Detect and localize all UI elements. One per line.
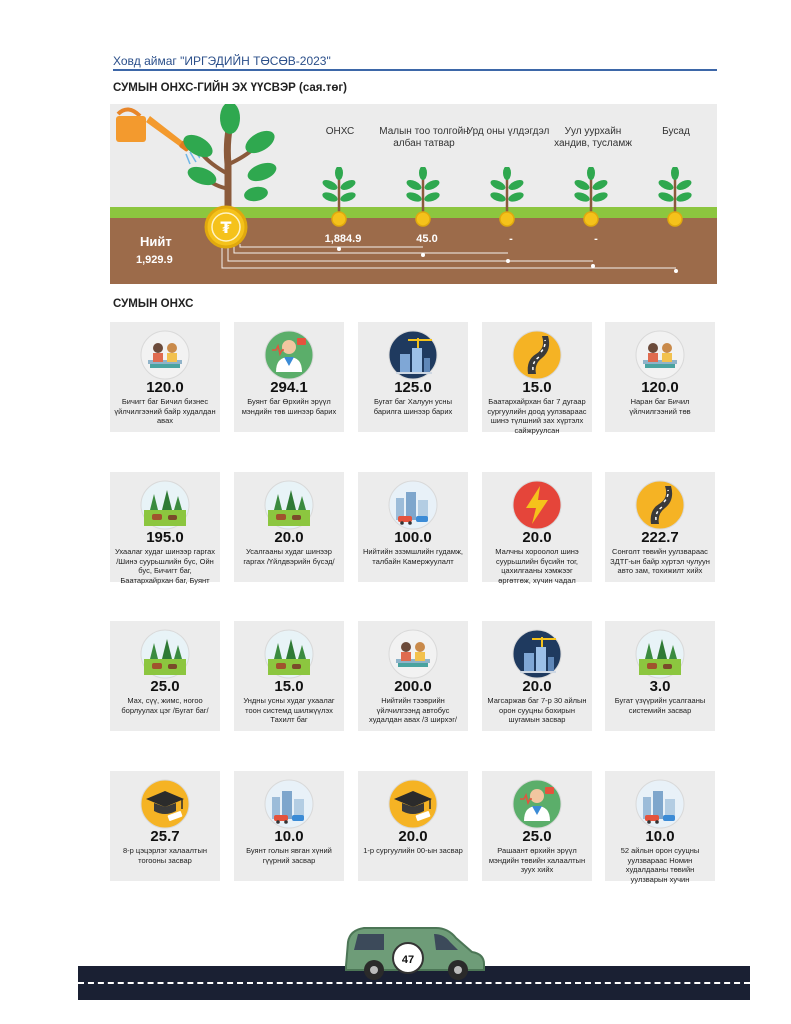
project-amount: 100.0 xyxy=(394,529,432,546)
project-description: Рашаант өрхийн эрүүл мэндийн төвийн халаалтын зуух хийх xyxy=(488,846,586,874)
svg-text:₮: ₮ xyxy=(220,218,232,237)
project-card xyxy=(234,771,344,881)
graduation-icon xyxy=(388,779,438,829)
project-description: Мах, сүү, жимс, ногоо борлуулах цэг /Бугат баг/ xyxy=(121,696,209,715)
pasture-icon xyxy=(264,480,314,530)
project-description: Магсаржав баг 7-р 30 айлын орон сууцны бохирын шугамын засвар xyxy=(487,696,587,724)
building-crane-icon xyxy=(388,330,438,380)
project-card xyxy=(110,771,220,881)
project-card xyxy=(358,771,468,881)
project-amount: 222.7 xyxy=(641,529,679,546)
project-amount: 3.0 xyxy=(649,678,671,695)
project-amount: 20.0 xyxy=(274,529,304,546)
project-description: Буянт баг Өрхийн эрүүл мэндийн төв шинээр барих xyxy=(241,397,337,416)
project-card xyxy=(234,322,344,432)
project-amount: 10.0 xyxy=(645,828,675,845)
source-label: Бусад xyxy=(662,126,690,137)
project-card xyxy=(605,472,715,582)
project-amount: 200.0 xyxy=(394,678,432,695)
road-icon xyxy=(635,480,685,530)
sources-title: СУМЫН ОНХС-ГИЙН ЭХ ҮҮСВЭР (сая.төг) xyxy=(113,82,347,94)
project-card xyxy=(605,322,715,432)
project-amount: 20.0 xyxy=(398,828,428,845)
source-value: 45.0 xyxy=(416,233,438,245)
project-card xyxy=(358,621,468,731)
road-dash xyxy=(78,982,750,984)
sprout-icon xyxy=(406,167,440,227)
project-description: Буянт голын явган хүний гүүрний засвар xyxy=(246,846,332,865)
project-amount: 25.0 xyxy=(150,678,180,695)
project-description: Нийтийн эзэмшлийн гудамж, талбайн Камержуулалт xyxy=(362,547,464,566)
project-amount: 25.0 xyxy=(522,828,552,845)
sprout-icon xyxy=(490,167,524,227)
project-description: Малчны хороолол шинэ суурьшлийн бүсийн тог, цахилгааны хэмжээг өргөтгөж, хүчин чадал xyxy=(495,547,579,585)
city-icon xyxy=(264,779,314,829)
header-title: Ховд аймаг "ИРГЭДИЙН ТӨСӨВ-2023" xyxy=(113,54,331,68)
project-amount: 25.7 xyxy=(150,828,180,845)
project-amount: 10.0 xyxy=(274,828,304,845)
project-amount: 125.0 xyxy=(394,379,432,396)
project-amount: 15.0 xyxy=(274,678,304,695)
project-card xyxy=(110,621,220,731)
project-amount: 15.0 xyxy=(522,379,552,396)
source-label: Малын тоо толгойн албан татвар xyxy=(379,126,469,149)
pasture-icon xyxy=(140,480,190,530)
source-value: 1,884.9 xyxy=(324,233,362,245)
project-description: Ухаалаг худаг шинээр гаргах /Шинэ суурьшлийн бүс, Ойн бус, Бичигт баг, Баатархайрхан баг, Буянт xyxy=(114,547,216,585)
project-card xyxy=(110,472,220,585)
project-amount: 294.1 xyxy=(270,379,308,396)
pasture-icon xyxy=(264,629,314,679)
project-card xyxy=(358,472,468,582)
project-description: Наран баг Бичил үйлчилгээний төв xyxy=(629,397,691,416)
doctor-icon xyxy=(512,779,562,829)
source-label: Уул уурхайн хандив, тусламж xyxy=(554,126,632,149)
source-label: ОНХС xyxy=(325,126,355,137)
project-description: Ундны усны худаг ухаалаг тоон системд шилжүүлэх Тахилт баг xyxy=(243,696,335,724)
total-label: Нийт xyxy=(140,234,172,249)
project-card xyxy=(234,621,344,731)
projects-title: СУМЫН ОНХС xyxy=(113,298,194,310)
header-divider xyxy=(113,69,717,71)
people-icon xyxy=(388,629,438,679)
road-icon xyxy=(512,330,562,380)
source-label: Урд оны үлдэгдэл xyxy=(466,126,550,137)
building-crane-icon xyxy=(512,629,562,679)
doctor-icon xyxy=(264,330,314,380)
project-card xyxy=(482,621,592,731)
project-card xyxy=(110,322,220,432)
project-description: Нийтийн тээврийн үйлчилгээнд автобус худалдан авах /3 ширхэг/ xyxy=(368,696,458,724)
city-icon xyxy=(635,779,685,829)
project-description: 1-р сургуулийн 00-ын засвар xyxy=(363,846,463,855)
project-description: Усалгааны худаг шинээр гаргах /Үйлдвэрийн бүсэд/ xyxy=(243,547,335,566)
project-card xyxy=(605,621,715,731)
project-description: Сонголт төвийн уулзвараас ЗДТГ-ын байр хүртэл чулуун авто зам, тохижилт хийх xyxy=(610,547,710,575)
project-card xyxy=(482,472,592,585)
project-description: Бичигт баг Бичил бизнес үйлчилгээний байр худалдан авах xyxy=(114,397,216,425)
project-card xyxy=(605,771,715,884)
sprout-icon xyxy=(574,167,608,227)
project-amount: 20.0 xyxy=(522,678,552,695)
project-description: 52 айлын орон сууцны уулзвараас Номин худалдааны төвийн уулзварын хучин xyxy=(620,846,700,884)
project-amount: 120.0 xyxy=(146,379,184,396)
project-description: Бугат үзүүрийн усалгааны системийн засвар xyxy=(614,696,706,715)
coin-icon xyxy=(204,205,248,249)
page-number: 47 xyxy=(392,942,424,974)
pasture-icon xyxy=(635,629,685,679)
sprout-icon xyxy=(322,167,356,227)
sources-banner xyxy=(110,104,717,284)
project-amount: 120.0 xyxy=(641,379,679,396)
project-description: Баатархайрхан баг 7 дугаар сургуулийн доод уулзвараас шинэ түлшний зах хүртэлх сайжруулсан xyxy=(487,397,587,435)
lightning-icon xyxy=(512,480,562,530)
project-description: Бугат баг Халуун усны барилга шинээр барих xyxy=(373,397,453,416)
people-icon xyxy=(140,330,190,380)
project-card xyxy=(234,472,344,582)
source-value: - xyxy=(509,233,513,245)
people-icon xyxy=(635,330,685,380)
city-icon xyxy=(388,480,438,530)
sprout-icon xyxy=(658,167,692,227)
project-description: 8-р цэцэрлэг халаалтын тогооны засвар xyxy=(122,846,207,865)
pasture-icon xyxy=(140,629,190,679)
project-card xyxy=(482,771,592,881)
project-card xyxy=(482,322,592,435)
graduation-icon xyxy=(140,779,190,829)
project-amount: 20.0 xyxy=(522,529,552,546)
project-card xyxy=(358,322,468,432)
project-amount: 195.0 xyxy=(146,529,184,546)
source-value: - xyxy=(594,233,598,245)
total-value: 1,929.9 xyxy=(136,254,173,266)
